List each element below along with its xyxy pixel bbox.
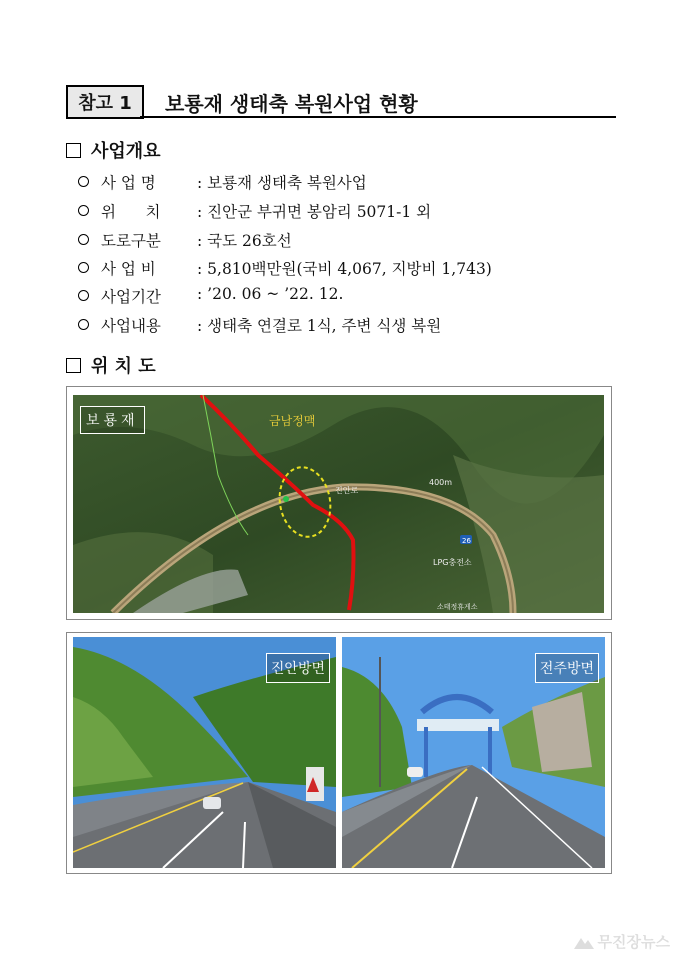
overview-item-road: 도로구분 : 국도 26호선: [78, 229, 292, 251]
photo-jeonju-direction: [342, 637, 605, 868]
aerial-map-image: [73, 395, 604, 613]
photo-jinan-direction: [73, 637, 336, 868]
poi-rest-area: 소태정휴게소: [437, 603, 478, 611]
page-title: 보룡재 생태축 복원사업 현황: [165, 92, 418, 116]
overview-item-cost: 사 업 비 : 5,810백만원(국비 4,067, 지방비 1,743): [78, 257, 492, 279]
photo-label-jinan: 진안방면: [266, 653, 330, 683]
overview-item-location: 위 치 : 진안군 부귀면 봉암리 5071-1 외: [78, 200, 431, 222]
overview-item-content: 사업내용 : 생태축 연결로 1식, 주변 식생 복원: [78, 314, 441, 336]
watermark: 무진장뉴스: [574, 931, 670, 952]
circle-bullet-icon: [78, 319, 89, 330]
mountain-icon: [574, 935, 594, 949]
title-underline: [140, 116, 616, 118]
map-place-label: 보룡재: [80, 406, 145, 434]
reference-tag: 참고 1: [66, 85, 144, 119]
photo-label-jeonju: 전주방면: [535, 653, 599, 683]
poi-lpg: LPG충전소: [433, 558, 472, 567]
ridge-label: 금남정맥: [269, 414, 316, 428]
square-bullet-icon: [66, 143, 81, 158]
overview-item-name: 사 업 명 : 보룡재 생태축 복원사업: [78, 171, 367, 193]
location-heading: 위 치 도: [66, 352, 156, 378]
square-bullet-icon: [66, 358, 81, 373]
aerial-map: [73, 395, 604, 613]
road-label: 진안로: [335, 486, 359, 495]
elevation-label: 400m: [429, 478, 453, 487]
circle-bullet-icon: [78, 262, 89, 273]
route-badge: 26: [462, 537, 471, 545]
circle-bullet-icon: [78, 176, 89, 187]
overview-heading: 사업개요: [66, 137, 161, 163]
circle-bullet-icon: [78, 205, 89, 216]
circle-bullet-icon: [78, 234, 89, 245]
circle-bullet-icon: [78, 290, 89, 301]
overview-item-period: 사업기간 : ’20. 06 ~ ’22. 12.: [78, 285, 343, 307]
location-map-frame: [66, 386, 612, 620]
photo-frame: [66, 632, 612, 874]
